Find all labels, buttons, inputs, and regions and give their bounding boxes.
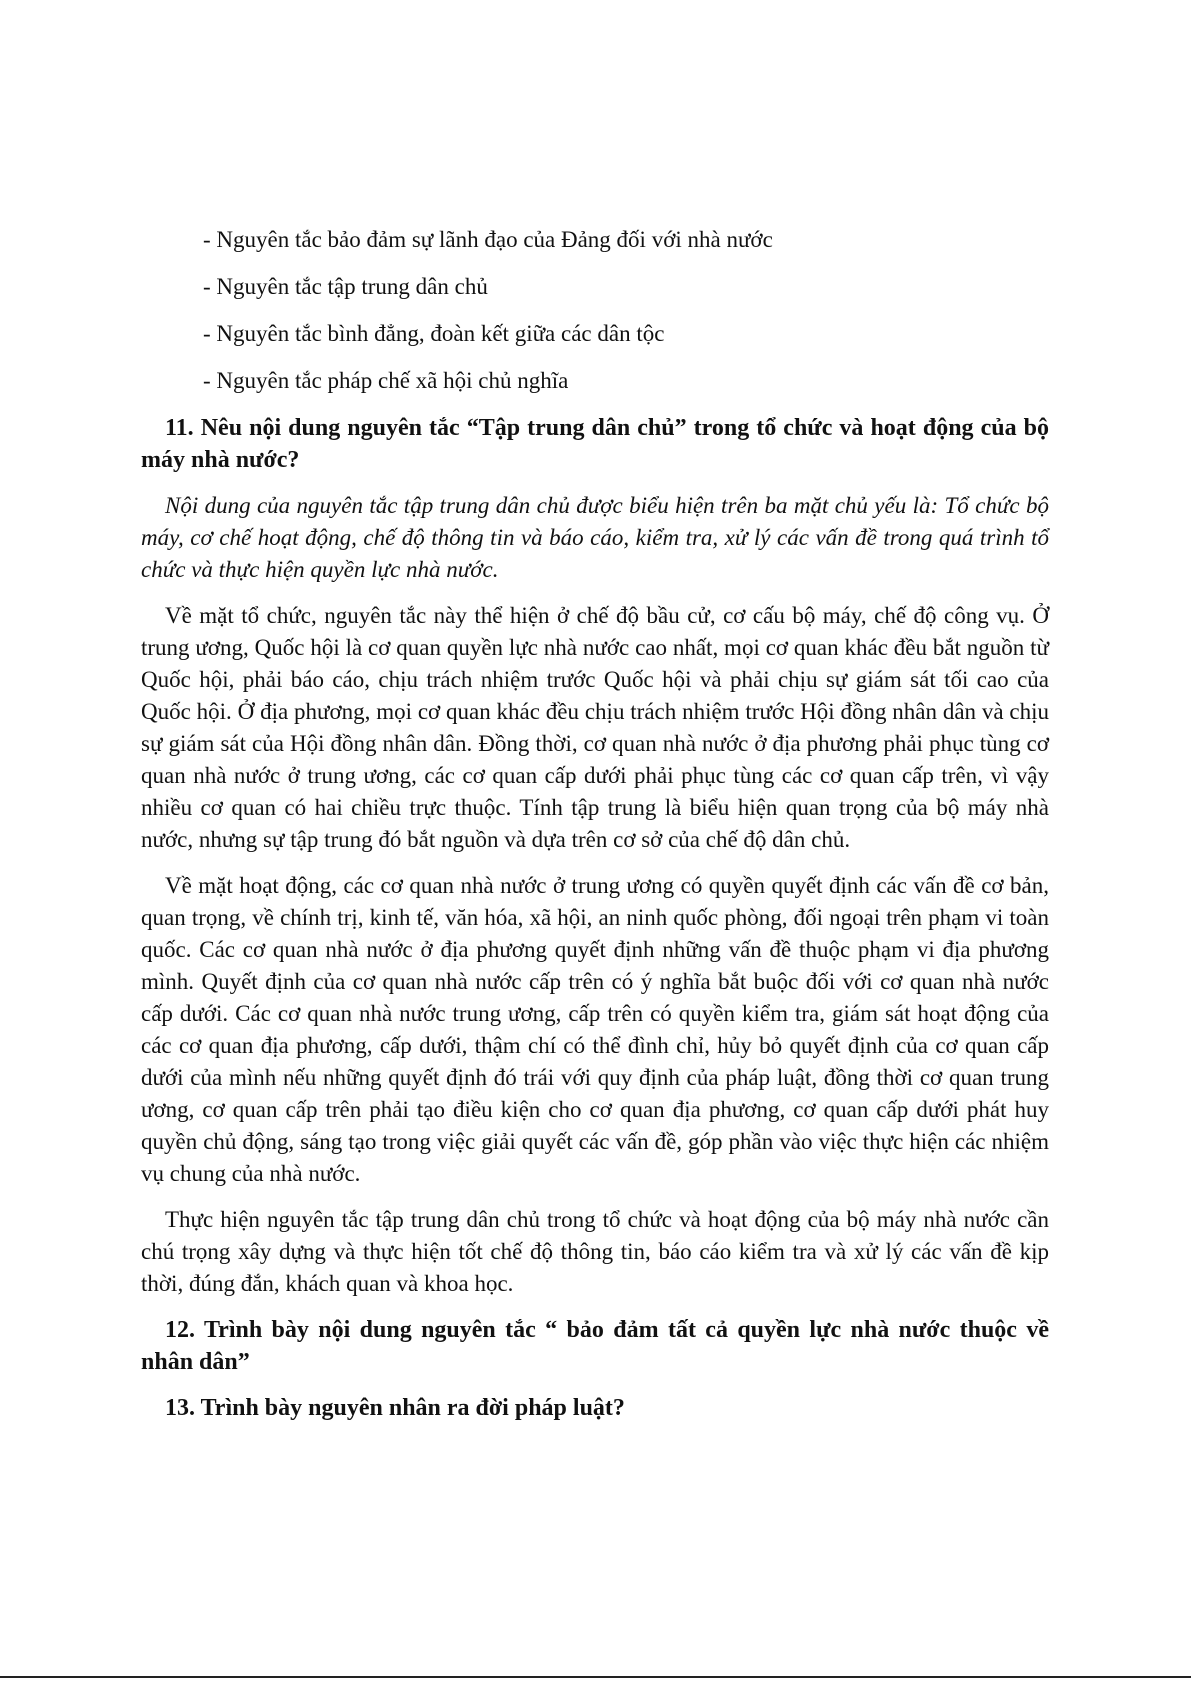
question-11-activity-paragraph: Về mặt hoạt động, các cơ quan nhà nước ở trung ương có quyền quyết định các vấn đề cơ bản, quan trọng, về chính trị, kinh tế, văn hóa, xã hội, an ninh quốc phòng, đối ngoại trên phạm vi toàn quốc. Các cơ quan nhà nước ở địa phương quyết định những vấn đề thuộc phạm vi địa phương mình. Quyết định của cơ quan nhà nước cấp trên có ý nghĩa bắt buộc đối với cơ quan nhà nước cấp dưới. Các cơ quan nhà nước trung ương, cấp trên có quyền kiểm tra, giám sát hoạt động của các cơ quan địa phương, cấp dưới, thậm chí có thể đình chỉ, hủy bỏ quyết định của cơ quan cấp dưới của mình nếu những quyết định đó trái với quy định của pháp luật, đồng thời cơ quan trung ương, cơ quan cấp trên phải tạo điều kiện cho cơ quan địa phương, cơ quan cấp dưới phát huy quyền chủ động, sáng tạo trong việc giải quyết các vấn đề, góp phần vào việc thực hiện các nhiệm vụ chung của nhà nước.	[141, 873, 1049, 1186]
bullet-item: - Nguyên tắc tập trung dân chủ	[203, 274, 488, 299]
document-page	[141, 224, 1049, 1438]
bullet-item: - Nguyên tắc pháp chế xã hội chủ nghĩa	[203, 368, 569, 393]
footer-divider	[0, 1676, 1191, 1678]
question-11-conclusion-paragraph: Thực hiện nguyên tắc tập trung dân chủ trong tổ chức và hoạt động của bộ máy nhà nước cần chú trọng xây dựng và thực hiện tốt chế độ thông tin, báo cáo kiểm tra và xử lý các vấn đề kịp thời, đúng đắn, khách quan và khoa học.	[141, 1207, 1049, 1296]
question-11-intro: Nội dung của nguyên tắc tập trung dân chủ được biểu hiện trên ba mặt chủ yếu là: Tổ chức bộ máy, cơ chế hoạt động, chế độ thông tin và báo cáo, kiểm tra, xử lý các vấn đề trong quá trình tổ chức và thực hiện quyền lực nhà nước.	[141, 493, 1049, 582]
question-11-heading: 11. Nêu nội dung nguyên tắc “Tập trung dân chủ” trong tổ chức và hoạt động của bộ máy nhà nước?	[141, 415, 1049, 473]
question-13-heading: 13. Trình bày nguyên nhân ra đời pháp luật?	[165, 1395, 625, 1421]
question-11-organization-paragraph: Về mặt tổ chức, nguyên tắc này thể hiện ở chế độ bầu cử, cơ cấu bộ máy, chế độ công vụ. Ở trung ương, Quốc hội là cơ quan quyền lực nhà nước cao nhất, mọi cơ quan khác đều bắt nguồn từ Quốc hội, phải báo cáo, chịu trách nhiệm trước Quốc hội và phải chịu sự giám sát tối cao của Quốc hội. Ở địa phương, mọi cơ quan khác đều chịu trách nhiệm trước Hội đồng nhân dân và chịu sự giám sát của Hội đồng nhân dân. Đồng thời, cơ quan nhà nước ở địa phương phải phục tùng cơ quan nhà nước ở trung ương, các cơ quan cấp dưới phải phục tùng các cơ quan cấp trên, vì vậy nhiều cơ quan có hai chiều trực thuộc. Tính tập trung là biểu hiện quan trọng của bộ máy nhà nước, nhưng sự tập trung đó bắt nguồn và dựa trên cơ sở của chế độ dân chủ.	[141, 603, 1049, 852]
question-12-heading: 12. Trình bày nội dung nguyên tắc “ bảo đảm tất cả quyền lực nhà nước thuộc về nhân dân”	[141, 1317, 1049, 1375]
bullet-item: - Nguyên tắc bảo đảm sự lãnh đạo của Đảng đối với nhà nước	[203, 227, 773, 252]
bullet-item: - Nguyên tắc bình đẳng, đoàn kết giữa các dân tộc	[203, 321, 665, 346]
